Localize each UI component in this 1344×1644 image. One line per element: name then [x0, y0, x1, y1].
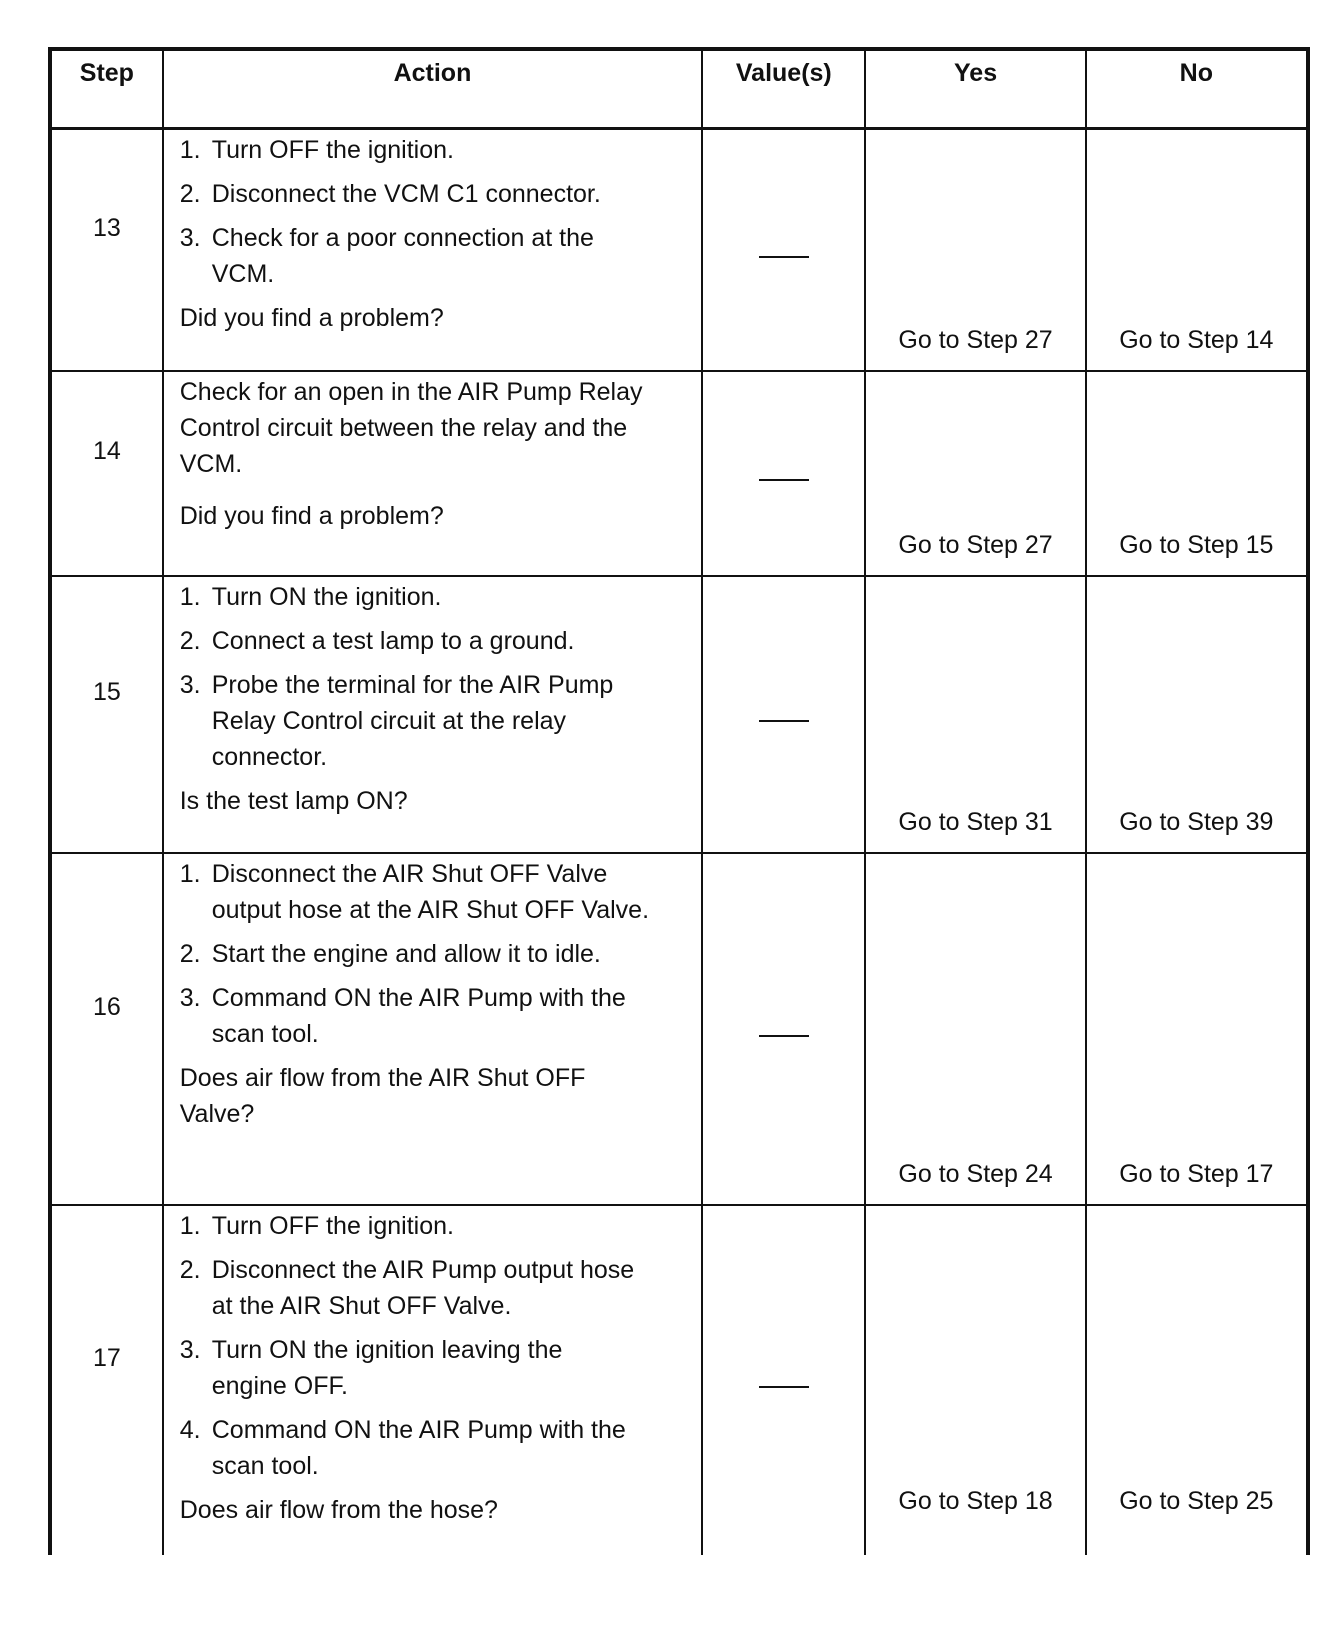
action-item-text: Connect a test lamp to a ground. [211, 626, 575, 655]
yes-answer: Go to Step 24 [865, 853, 1085, 1205]
action-item [180, 856, 693, 928]
action-item [180, 1412, 693, 1484]
action-item-number: 3. [179, 224, 201, 252]
step-number-cell [50, 853, 163, 1205]
header-row [50, 49, 1308, 129]
action-item-text: Check for a poor connection at the VCM. [211, 224, 594, 288]
action-item-number: 1. [179, 582, 201, 611]
header-values: Value(s) [702, 49, 865, 129]
action-item-text: Probe the terminal for the AIR Pump Relay Control circuit at the relay connector. [211, 670, 614, 771]
action-question: Is the test lamp ON? [179, 786, 408, 815]
yes-answer: Go to Step 18 [865, 1205, 1085, 1555]
action-item-text: Disconnect the VCM C1 connector. [211, 180, 601, 208]
action-item-number: 4. [179, 1415, 201, 1444]
value-dash [759, 479, 809, 482]
header-no: No [1086, 49, 1308, 129]
action-item [180, 623, 693, 659]
action-item-text: Turn ON the ignition leaving the engine OFF. [211, 1335, 563, 1400]
header-yes: Yes [865, 49, 1085, 129]
action-item [180, 980, 693, 1052]
step-number: 17 [92, 1344, 121, 1372]
header-action: Action [163, 49, 702, 129]
value-dash [759, 1386, 809, 1389]
action-item-number: 1. [179, 136, 201, 164]
action-question: Does air flow from the AIR Shut OFF Valve? [179, 1063, 586, 1128]
no-answer: Go to Step 39 [1086, 576, 1308, 853]
action-question: Did you find a problem? [179, 304, 444, 332]
value-dash [759, 720, 809, 723]
no-answer: Go to Step 15 [1086, 371, 1308, 576]
action-item-number: 2. [179, 626, 201, 655]
table-row [50, 853, 1308, 1205]
action-item [180, 132, 693, 168]
step-number: 15 [92, 678, 121, 706]
value-cell [702, 129, 865, 371]
action-question: Did you find a problem? [179, 501, 444, 530]
action-item [180, 176, 693, 212]
value-cell [702, 371, 865, 576]
action-item-text: Command ON the AIR Pump with the scan tool. [211, 1415, 626, 1480]
action-item-number: 1. [179, 1211, 201, 1240]
value-dash [759, 256, 809, 259]
action-item [180, 667, 693, 775]
action-question: Does air flow from the hose? [179, 1495, 498, 1524]
no-answer: Go to Step 14 [1086, 129, 1308, 371]
step-number: 13 [92, 213, 121, 242]
action-item-number: 2. [179, 180, 201, 208]
table-row [50, 129, 1308, 371]
value-dash [759, 1035, 809, 1038]
value-cell [702, 576, 865, 853]
action-item-text: Command ON the AIR Pump with the scan tool. [211, 983, 626, 1048]
action-cell [163, 576, 702, 853]
action-item-number: 3. [179, 983, 201, 1012]
action-cell [163, 1205, 702, 1555]
action-item-text: Turn OFF the ignition. [211, 136, 454, 164]
yes-answer: Go to Step 31 [865, 576, 1085, 853]
header-step: Step [50, 49, 163, 129]
action-item [180, 220, 693, 292]
action-item [180, 936, 693, 972]
step-number-cell [50, 1205, 163, 1555]
action-item-text: Turn ON the ignition. [211, 582, 442, 611]
value-cell [702, 853, 865, 1205]
action-item-number: 2. [179, 1255, 201, 1284]
diagnostic-table [48, 47, 1310, 1555]
table-row [50, 576, 1308, 853]
step-number-cell [50, 576, 163, 853]
table-row [50, 1205, 1308, 1555]
action-item-number: 3. [179, 1335, 201, 1364]
action-item [180, 1208, 693, 1244]
no-answer: Go to Step 17 [1086, 853, 1308, 1205]
action-item [180, 1252, 693, 1324]
action-item-number: 1. [179, 859, 201, 888]
action-item-text: Turn OFF the ignition. [211, 1211, 454, 1240]
action-item-text: Start the engine and allow it to idle. [211, 939, 601, 968]
action-text: Check for an open in the AIR Pump Relay Control circuit between the relay and the VCM. [179, 377, 643, 478]
table-row [50, 371, 1308, 576]
action-item-text: Disconnect the AIR Shut OFF Valve output hose at the AIR Shut OFF Valve. [211, 859, 650, 924]
action-item [180, 1332, 693, 1404]
step-number: 14 [92, 437, 121, 465]
action-item-text: Disconnect the AIR Pump output hose at the AIR Shut OFF Valve. [211, 1255, 635, 1320]
action-item-number: 2. [179, 939, 201, 968]
no-answer: Go to Step 25 [1086, 1205, 1308, 1555]
value-cell [702, 1205, 865, 1555]
yes-answer: Go to Step 27 [865, 371, 1085, 576]
action-item [180, 579, 693, 615]
action-item-number: 3. [179, 670, 201, 699]
yes-answer: Go to Step 27 [865, 129, 1085, 371]
action-cell [163, 129, 702, 371]
step-number-cell [50, 129, 163, 371]
action-cell [163, 853, 702, 1205]
action-cell [163, 371, 702, 576]
step-number-cell [50, 371, 163, 576]
step-number: 16 [92, 992, 121, 1021]
